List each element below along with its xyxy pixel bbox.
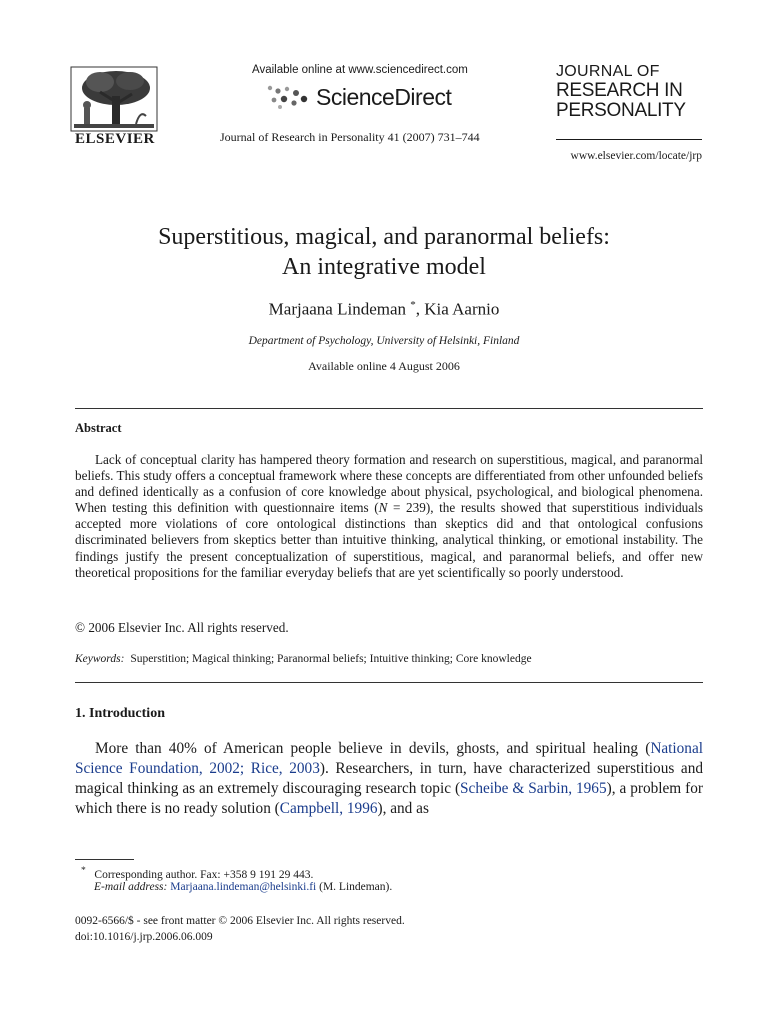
citation-link[interactable]: Scheibe & Sarbin, 1965 <box>460 780 607 798</box>
journal-logo-line2: RESEARCH IN <box>556 80 683 101</box>
paper-title <box>60 222 708 282</box>
sciencedirect-brand: ScienceDirect <box>316 84 452 110</box>
journal-logo-line3: PERSONALITY <box>556 100 686 121</box>
keywords-list: Superstition; Magical thinking; Paranormal beliefs; Intuitive thinking; Core knowledge <box>130 653 532 665</box>
issn-copyright-line: 0092-6566/$ - see front matter © 2006 Elsevier Inc. All rights reserved. <box>75 915 405 927</box>
abstract-text-b: = 239), the results showed that superstitious individuals accepted more violations of core ontological distinctions than skeptics did and that ontological confusions discriminated believers from skeptics better than intuitive thinking, analytical thinking, or emotional instability. The findings justify the present conceptualization of superstitious, magical, and paranormal beliefs, and offer new theoretical propositions for the familiar everyday beliefs that are yet scientifically so poorly understood. <box>75 500 703 580</box>
section-heading-introduction: 1. Introduction <box>75 706 165 721</box>
intro-text-3: ), a problem for which there is no ready solution ( <box>75 780 704 818</box>
sciencedirect-dots-icon <box>266 84 312 110</box>
footnote-corresponding-text: Corresponding author. Fax: +358 9 191 29 443. <box>94 868 314 881</box>
corresponding-author-mark[interactable]: * <box>410 299 416 311</box>
title-line-1: Superstitious, magical, and paranormal beliefs: <box>158 224 610 250</box>
online-date: Available online 4 August 2006 <box>308 359 460 373</box>
intro-text-1: More than 40% of American people believe in devils, ghosts, and spiritual healing ( <box>95 740 651 757</box>
footnote-corresponding-author <box>81 865 641 881</box>
journal-logo-rule <box>556 139 702 140</box>
journal-logo <box>556 64 706 120</box>
author-affiliation: Department of Psychology, University of Helsinki, Finland <box>248 335 520 347</box>
intro-text-4: ), and as <box>377 800 429 818</box>
paper-authors <box>60 299 708 320</box>
email-label: E-mail address: <box>94 881 168 893</box>
publisher-wordmark: ELSEVIER <box>75 131 155 147</box>
abstract-heading: Abstract <box>75 421 122 435</box>
journal-citation: Journal of Research in Personality 41 (2007) 731–744 <box>220 130 480 144</box>
elsevier-tree-logo <box>70 66 158 132</box>
author-1: Marjaana Lindeman <box>268 299 407 319</box>
intro-text-2: ). Researchers, in turn, have characterized superstitious and magical thinking as an extremely discouraging research topic ( <box>75 760 704 798</box>
available-online-text: Available online at www.sciencedirect.com <box>252 64 468 76</box>
author-2: Kia Aarnio <box>424 299 500 319</box>
introduction-paragraph <box>75 739 703 819</box>
citation-link[interactable]: National Science Foundation, 2002; Rice, 2003 <box>75 740 703 778</box>
abstract-bottom-rule <box>75 682 703 683</box>
abstract-n-symbol: N <box>378 500 388 516</box>
author-separator: , <box>415 299 425 319</box>
footnote-rule <box>75 859 134 860</box>
abstract-top-rule <box>75 408 703 409</box>
citation-link[interactable]: Campbell, 1996 <box>279 800 378 818</box>
abstract-copyright: © 2006 Elsevier Inc. All rights reserved. <box>75 620 289 635</box>
keywords <box>75 653 703 665</box>
journal-logo-line1: JOURNAL OF <box>556 63 660 80</box>
footnote-email <box>94 881 654 893</box>
abstract-text-a: Lack of conceptual clarity has hampered theory formation and research on superstitious, magical, and paranormal beliefs. This study offers a conceptual framework where these concepts are differentiated from other unfounded beliefs and defined identically as a confusion of core knowledge about physical, psychological, and biological phenomena. When testing this definition with questionnaire items ( <box>75 452 703 516</box>
title-line-2: An integrative model <box>282 254 486 280</box>
abstract-body <box>75 452 703 581</box>
email-suffix: (M. Lindeman). <box>316 881 393 893</box>
doi-line[interactable]: doi:10.1016/j.jrp.2006.06.009 <box>75 931 213 943</box>
email-link[interactable]: Marjaana.lindeman@helsinki.fi <box>170 881 317 893</box>
keywords-label: Keywords: <box>75 653 125 665</box>
journal-url-link[interactable]: www.elsevier.com/locate/jrp <box>570 150 702 162</box>
footnote-mark: * <box>81 865 86 876</box>
